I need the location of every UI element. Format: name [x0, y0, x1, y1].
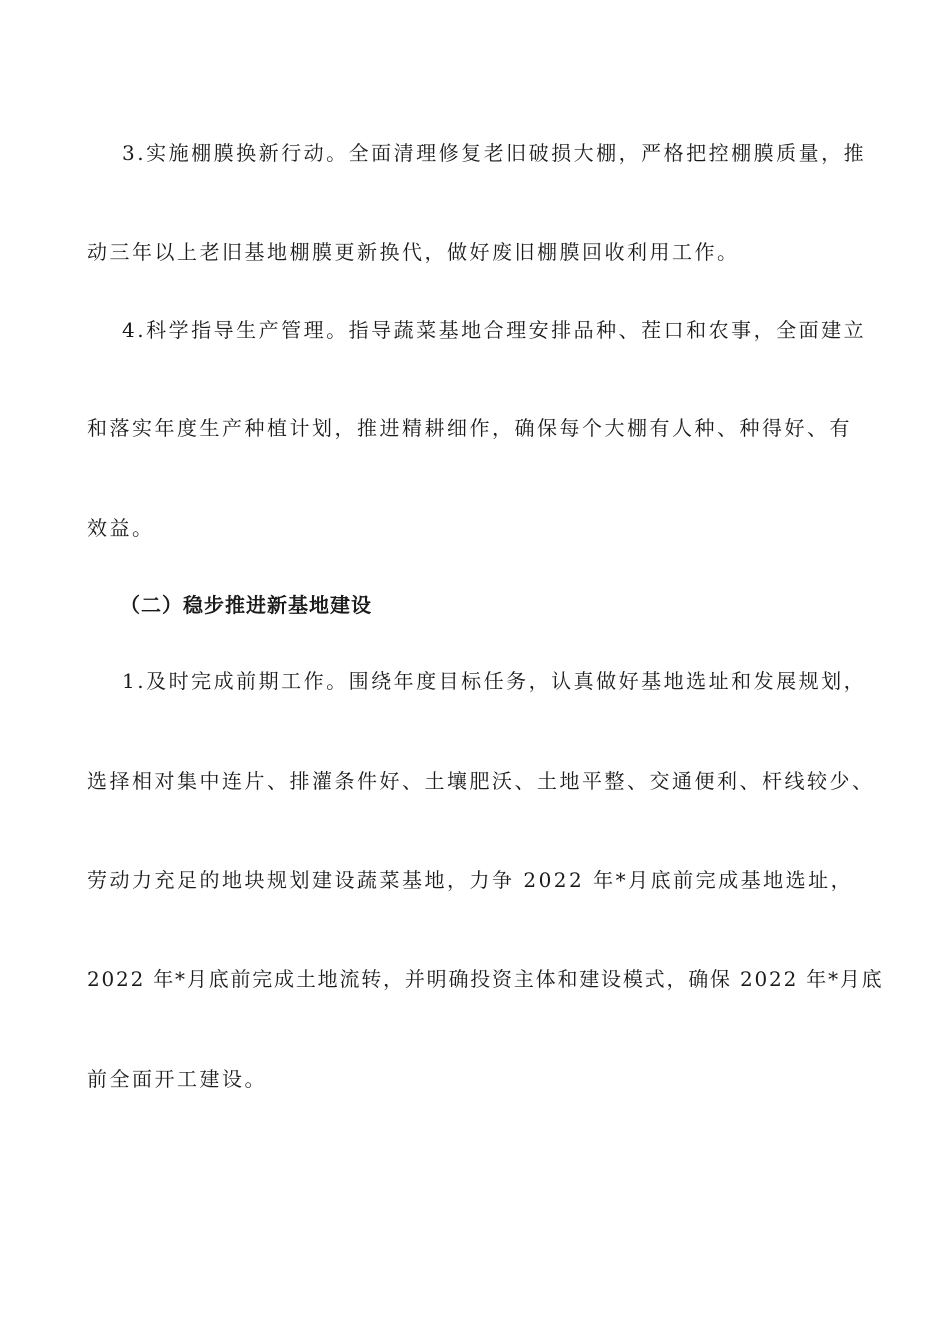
- paragraph-3-line-1: 3.实施棚膜换新行动。全面清理修复老旧破损大棚，严格把控棚膜质量，推: [122, 141, 867, 165]
- paragraph-3-line-2: 动三年以上老旧基地棚膜更新换代，做好废旧棚膜回收利用工作。: [87, 240, 740, 264]
- paragraph-1-line-4: 2022 年*月底前完成土地流转，并明确投资主体和建设模式，确保 2022 年*月底: [87, 967, 884, 991]
- paragraph-4-line-1: 4.科学指导生产管理。指导蔬菜基地合理安排品种、茬口和农事，全面建立: [122, 318, 867, 342]
- paragraph-4-line-3: 效益。: [87, 516, 155, 540]
- paragraph-1-line-1: 1.及时完成前期工作。围绕年度目标任务，认真做好基地选址和发展规划，: [122, 669, 867, 693]
- paragraph-4-line-2: 和落实年度生产种植计划，推进精耕细作，确保每个大棚有人种、种得好、有: [87, 416, 852, 440]
- section-heading: （二）稳步推进新基地建设: [120, 593, 372, 617]
- paragraph-1-line-5: 前全面开工建设。: [87, 1067, 267, 1091]
- paragraph-1-line-2: 选择相对集中连片、排灌条件好、土壤肥沃、土地平整、交通便利、杆线较少、: [87, 769, 875, 793]
- paragraph-1-line-3: 劳动力充足的地块规划建设蔬菜基地，力争 2022 年*月底前完成基地选址，: [87, 868, 854, 892]
